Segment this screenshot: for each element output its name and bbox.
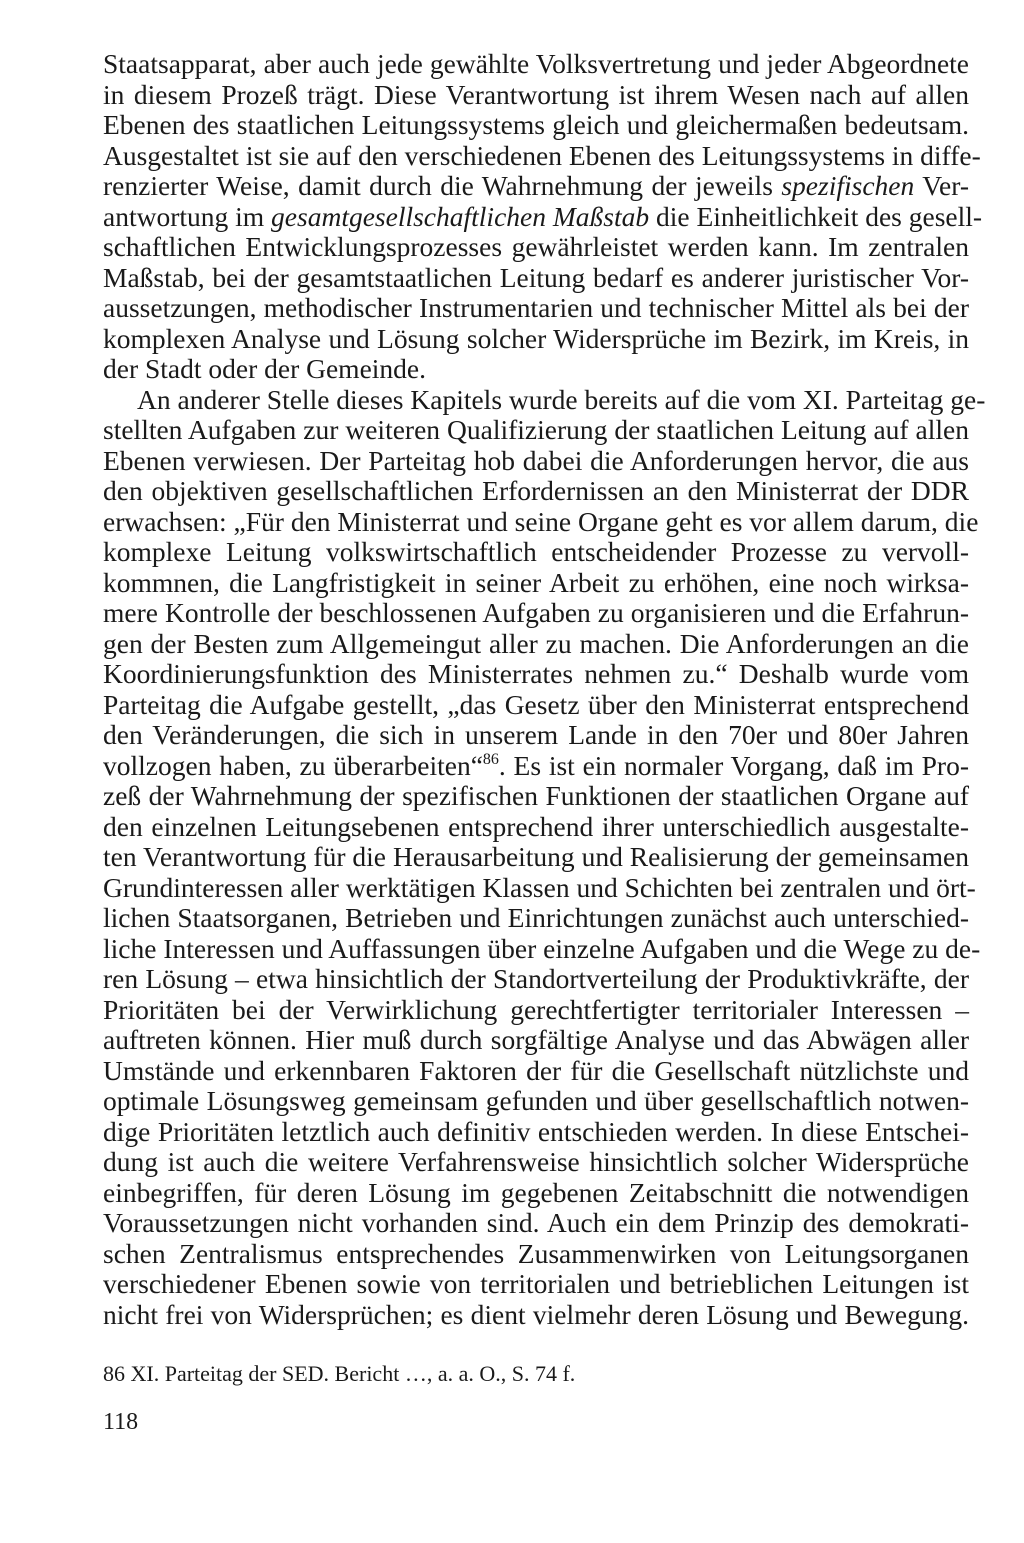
text-line: der Stadt oder der Gemeinde. [103,353,427,384]
text-line: den objektiven gesellschaftlichen Erfordernissen an den Ministerrat der DDR [103,475,969,506]
text-line: stellten Aufgaben zur weiteren Qualifizierung der staatlichen Leitung auf allen [103,414,969,445]
text-line: Koordinierungsfunktion des Ministerrates nehmen zu.“ Deshalb wurde vom [103,658,969,689]
text-line: Staatsapparat, aber auch jede gewählte Volksvertretung und jeder Abgeordnete [103,48,969,79]
text-line: dung ist auch die weitere Verfahrensweise hinsichtlich solcher Widersprüche [103,1146,969,1177]
text-line: schen Zentralismus entsprechendes Zusammenwirken von Leitungsorganen [103,1237,969,1269]
text-line: verschiedener Ebenen sowie von territorialen und betrieblichen Leitungen ist [103,1268,969,1299]
text-line: Umstände und erkennbaren Faktoren der für die Gesellschaft nützlichste und [103,1054,969,1086]
text-line: Parteitag die Aufgabe gestellt, „das Gesetz über den Ministerrat entsprechend [103,688,969,720]
text-line: Ausgestaltet ist sie auf den verschiedenen Ebenen des Leitungssystems in diffe- [103,139,981,171]
text-line: komplexe Leitung volkswirtschaftlich entscheidender Prozesse zu vervoll- [103,536,969,567]
text-line: einbegriffen, für deren Lösung im gegebenen Zeitabschnitt die notwendigen [103,1176,969,1208]
text-line: in diesem Prozeß trägt. Diese Verantwortung ist ihrem Wesen nach auf allen [103,78,969,110]
text-line: komplexen Analyse und Lösung solcher Widersprüche im Bezirk, im Kreis, in [103,322,969,354]
text-line: auftreten können. Hier muß durch sorgfältige Analyse und das Abwägen aller [103,1024,969,1055]
text-line: schaftlichen Entwicklungsprozesses gewährleistet werden kann. Im zentralen [103,231,969,262]
page-number: 118 [103,1409,139,1435]
text-line: optimale Lösungsweg gemeinsam gefunden und über gesellschaftlich notwen- [103,1085,969,1116]
emphasis-text: gesamtgesellschaftlichen Maßstab [271,200,650,232]
text-line: antwortung im gesamtgesellschaftlichen Maßstab die Einheitlichkeit des gesell- [103,200,983,232]
text-line: kommnen, die Langfristigkeit in seiner Arbeit zu erhöhen, eine noch wirksa- [103,566,969,598]
text-line: den Veränderungen, die sich in unserem Lande in den 70er und 80er Jahren [103,719,969,750]
footnote-reference: 86 [482,750,499,768]
text-line: Grundinteressen aller werktätigen Klassen und Schichten bei zentralen und ört- [103,871,976,903]
text-line: aussetzungen, methodischer Instrumentarien und technischer Mittel als bei der [103,292,969,323]
text-line: ren Lösung – etwa hinsichtlich der Standortverteilung der Produktivkräfte, der [103,963,969,994]
text-line: liche Interessen und Auffassungen über einzelne Aufgaben und die Wege zu de- [103,932,981,964]
text-line: dige Prioritäten letztlich auch definitiv entschieden werden. In diese Entschei- [103,1115,969,1147]
text-line: nicht frei von Widersprüchen; es dient vielmehr deren Lösung und Bewegung. [103,1298,969,1330]
text-line: lichen Staatsorganen, Betrieben und Einrichtungen zunächst auch unterschied- [103,902,969,933]
text-line: ten Verantwortung für die Herausarbeitung und Realisierung der gemeinsamen [103,841,969,872]
text-line: Voraussetzungen nicht vorhanden sind. Auch ein dem Prinzip des demokrati- [103,1207,969,1238]
text-line: renzierter Weise, damit durch die Wahrnehmung der jeweils spezifischen Ver- [103,170,969,201]
emphasis-text: spezifischen [781,170,915,201]
text-line: Ebenen verwiesen. Der Parteitag hob dabei die Anforderungen hervor, die aus [103,444,969,476]
text-line: Ebenen des staatlichen Leitungssystems gleich und gleichermaßen bedeutsam. [103,109,969,140]
text-line: An anderer Stelle dieses Kapitels wurde bereits auf die vom XI. Parteitag ge- [137,383,986,415]
text-line: Maßstab, bei der gesamtstaatlichen Leitung bedarf es anderer juristischer Vor- [103,261,969,293]
text-line: den einzelnen Leitungsebenen entsprechend ihrer unterschiedlich ausgestalte- [103,810,969,842]
text-line: erwachsen: „Für den Ministerrat und seine Organe geht es vor allem darum, die [103,505,979,537]
text-line: Prioritäten bei der Verwirklichung gerechtfertigter territorialer Interessen – [103,993,969,1025]
footnote: 86 XI. Parteitag der SED. Bericht …, a. a. O., S. 74 f. [103,1361,576,1386]
text-line: vollzogen haben, zu überarbeiten“$^{86}$. Es ist ein normaler Vorgang, daß im Pro- [103,749,970,781]
text-line: zeß der Wahrnehmung der spezifischen Funktionen der staatlichen Organe auf [103,780,969,811]
text-line: mere Kontrolle der beschlossenen Aufgaben zu organisieren und die Erfahrun- [103,597,969,628]
text-line: gen der Besten zum Allgemeingut aller zu machen. Die Anforderungen an die [103,627,969,659]
